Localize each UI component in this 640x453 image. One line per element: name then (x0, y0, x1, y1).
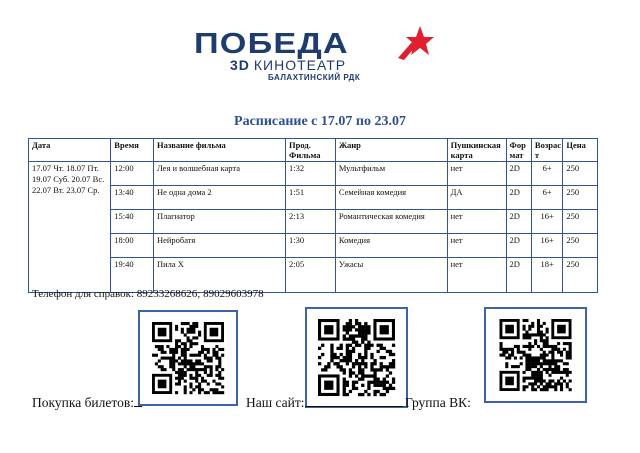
date-cell: 17.07 Чт. 18.07 Пт. 19.07 Суб. 20.07 Вс. 22.07 Вт. 23.07 Ср. (29, 162, 111, 293)
schedule-title: Расписание с 17.07 по 23.07 (234, 114, 406, 129)
duration-cell: 1:51 (286, 186, 336, 210)
format-cell: 2D (506, 258, 531, 293)
format-cell: 2D (506, 162, 531, 186)
time-cell: 15:40 (111, 210, 154, 234)
price-cell: 250 (563, 162, 598, 186)
table-row (29, 186, 598, 210)
pushkin-cell: нет (447, 234, 506, 258)
age-cell: 16+ (531, 210, 562, 234)
tickets-label (32, 395, 142, 411)
star-icon (398, 24, 434, 60)
pushkin-cell: нет (447, 210, 506, 234)
header-date: Дата (29, 139, 111, 162)
qr-code-tickets[interactable] (138, 310, 238, 406)
format-cell: 2D (506, 210, 531, 234)
table-row (29, 210, 598, 234)
age-cell: 16+ (531, 234, 562, 258)
price-cell: 250 (563, 186, 598, 210)
logo-3d: 3D (230, 57, 250, 73)
genre-cell: Комедия (335, 234, 447, 258)
header-time: Время (111, 139, 154, 162)
pushkin-cell: нет (447, 258, 506, 293)
film-cell: Не одна дома 2 (153, 186, 285, 210)
site-label-text: Наш сайт: (246, 395, 305, 410)
film-cell: Нейробатя (153, 234, 285, 258)
vk-label (405, 395, 471, 411)
header-pushkin: Пушкинская карта (447, 139, 506, 162)
time-cell: 19:40 (111, 258, 154, 293)
time-cell: 18:00 (111, 234, 154, 258)
tickets-label-text: Покупка билетов: (32, 395, 134, 410)
duration-cell: 1:32 (286, 162, 336, 186)
logo-cinema: КИНОТЕАТР (253, 57, 347, 73)
time-cell: 13:40 (111, 186, 154, 210)
site-label (246, 395, 403, 411)
qr-site-icon (307, 309, 406, 406)
price-cell: 250 (563, 234, 598, 258)
pushkin-cell: нет (447, 162, 506, 186)
header-age: Возрас т (531, 139, 562, 162)
header-duration: Прод. Фильма (286, 139, 336, 162)
header-format: Фор мат (506, 139, 531, 162)
phone-line: Телефон для справок: 89233268626; 89029603978 (32, 288, 264, 300)
genre-cell: Мультфильм (335, 162, 447, 186)
duration-cell: 2:05 (286, 258, 336, 293)
age-cell: 6+ (531, 162, 562, 186)
logo-venue: БАЛАХТИНСКИЙ РДК (268, 73, 361, 82)
table-row (29, 234, 598, 258)
genre-cell: Семейная комедия (335, 186, 447, 210)
logo-wordmark: ПОБЕДА (194, 28, 349, 60)
schedule-table (28, 138, 598, 293)
header-price: Цена (563, 139, 598, 162)
pushkin-cell: ДА (447, 186, 506, 210)
film-cell: Пила X (153, 258, 285, 293)
film-cell: Лея и волшебная карта (153, 162, 285, 186)
qr-code-site[interactable] (305, 307, 408, 408)
qr-vk-icon (486, 309, 585, 401)
logo-subtitle (230, 57, 346, 73)
qr-tickets-icon (140, 312, 236, 404)
price-cell: 250 (563, 258, 598, 293)
genre-cell: Романтическая комедия (335, 210, 447, 234)
header-genre: Жанр (335, 139, 447, 162)
film-cell: Плагиатор (153, 210, 285, 234)
price-cell: 250 (563, 210, 598, 234)
qr-code-vk[interactable] (484, 307, 587, 403)
format-cell: 2D (506, 234, 531, 258)
age-cell: 6+ (531, 186, 562, 210)
header-film: Название фильма (153, 139, 285, 162)
duration-cell: 1:30 (286, 234, 336, 258)
age-cell: 18+ (531, 258, 562, 293)
vk-label-text: Группа ВК: (405, 395, 471, 410)
format-cell: 2D (506, 186, 531, 210)
time-cell: 12:00 (111, 162, 154, 186)
table-header-row (29, 139, 598, 162)
table-row (29, 162, 598, 186)
cinema-logo (194, 28, 444, 88)
duration-cell: 2:13 (286, 210, 336, 234)
genre-cell: Ужасы (335, 258, 447, 293)
